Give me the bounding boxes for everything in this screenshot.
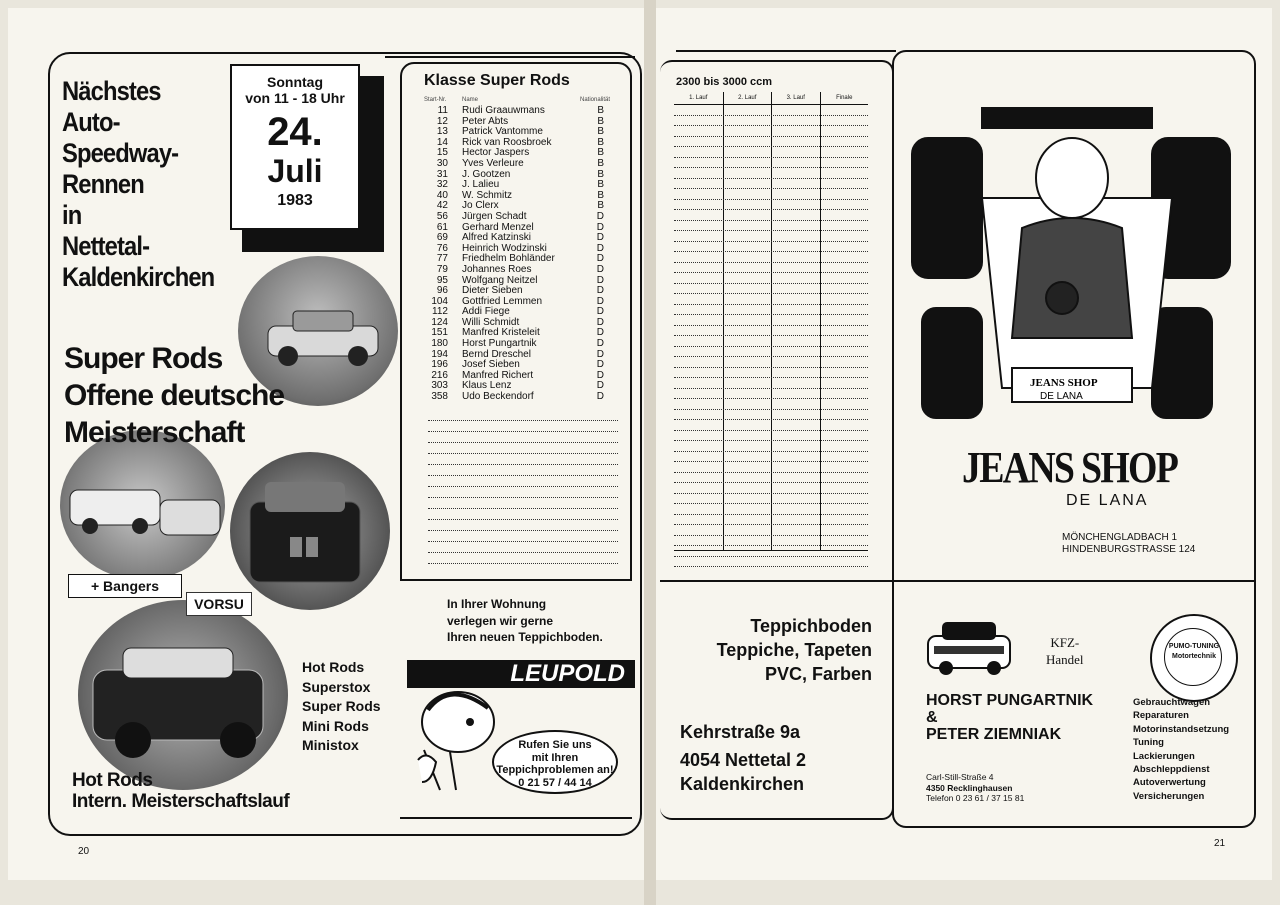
roster-driver-name: Klaus Lenz (462, 380, 512, 392)
roster-start-number: 96 (436, 285, 448, 297)
roster-driver-name: Peter Abts (462, 115, 509, 127)
roster-start-number: 69 (436, 232, 448, 244)
roster-driver-name: Jo Clerx (462, 200, 499, 212)
results-row (674, 294, 868, 305)
kfz-names (926, 692, 1093, 743)
date-day: 24. (267, 110, 323, 154)
results-row (674, 452, 868, 463)
bangers-label: + Bangers (68, 574, 182, 598)
roster-start-number: 104 (431, 295, 448, 307)
roster-driver-name: Udo Beckendorf (462, 391, 534, 403)
roster-nationality: B (597, 115, 604, 127)
results-row (674, 557, 868, 568)
roster-driver-name: Friedhelm Bohländer (462, 253, 555, 265)
roster-row (418, 106, 618, 117)
bottom-title-line: Hot Rods (72, 770, 153, 791)
roster-driver-name: Wolfgang Neitzel (462, 274, 538, 286)
service-item: Autoverwertung (1133, 777, 1206, 789)
race-photo-3 (230, 452, 390, 610)
results-row (674, 242, 868, 253)
roster-driver-name: Rick van Roosbroek (462, 136, 552, 148)
results-row (674, 494, 868, 505)
roster-start-number: 13 (436, 126, 448, 138)
results-row (674, 368, 868, 379)
roster-start-number: 32 (436, 179, 448, 191)
roster-nationality: B (597, 168, 604, 180)
results-row (674, 105, 868, 116)
leupold-text-line: Ihren neuen Teppichboden. (447, 630, 603, 644)
leupold-text-line: In Ihrer Wohnung (447, 597, 547, 611)
carpet-street: Kehrstraße 9a (680, 722, 801, 742)
roster-driver-name: J. Gootzen (462, 168, 511, 180)
service-item: Motorinstandsetzung (1133, 723, 1230, 735)
date-box (230, 64, 360, 230)
results-row (674, 378, 868, 389)
right-divider (892, 580, 1254, 582)
results-rows (674, 105, 868, 567)
results-row (674, 525, 868, 536)
blank-entry-line (428, 553, 618, 564)
headline-line: Kaldenkirchen (62, 262, 215, 292)
results-row (674, 221, 868, 232)
results-row (674, 210, 868, 221)
roster-row (418, 191, 618, 202)
headline-line: Auto- (62, 107, 120, 137)
roster-nationality: D (596, 380, 604, 392)
roster-start-number: 216 (431, 369, 448, 381)
roster-nationality: D (596, 348, 604, 360)
roster-nationality: D (596, 338, 604, 350)
roster-driver-name: Yves Verleure (462, 157, 524, 169)
kfz-amp: & (926, 709, 938, 726)
roster-start-number: 79 (436, 263, 448, 275)
roster-driver-name: Alfred Katzinski (462, 232, 531, 244)
carpet-ad-lines (680, 614, 872, 686)
results-row (674, 126, 868, 137)
roster-row (418, 265, 618, 276)
class-item: Mini Rods (302, 717, 369, 734)
roster-nationality: D (596, 242, 604, 254)
race-photo-4 (78, 600, 288, 790)
roster-start-number: 14 (436, 136, 448, 148)
roster-nationality: D (596, 232, 604, 244)
roster-driver-name: Bernd Dreschel (462, 348, 531, 360)
headline-line: Speedway- (62, 138, 179, 168)
super-rods-line: Super Rods (64, 342, 223, 375)
page-number-left: 20 (78, 846, 90, 857)
results-row (674, 147, 868, 158)
roster-row (418, 159, 618, 170)
blank-entry-line (428, 476, 618, 487)
jeans-shop-brand: JEANS SHOP (962, 443, 1178, 492)
results-row (674, 116, 868, 127)
roster-driver-name: Jürgen Schadt (462, 210, 527, 222)
bottom-rule (400, 817, 632, 819)
kfz-car-icon (924, 614, 1014, 676)
blank-entry-line (428, 520, 618, 531)
roster-blank-lines (428, 410, 618, 564)
results-row (674, 200, 868, 211)
results-row (674, 315, 868, 326)
blank-entry-line (428, 498, 618, 509)
carpet-city: 4054 Nettetal 2 (680, 750, 807, 770)
roster-nationality: B (597, 147, 604, 159)
blank-entry-line (428, 454, 618, 465)
roster-start-number: 180 (431, 338, 448, 350)
results-title: 2300 bis 3000 ccm (676, 76, 773, 88)
roster-row (418, 170, 618, 181)
page-gutter (644, 0, 656, 905)
service-item: Tuning (1133, 737, 1164, 749)
kfz-handel (1046, 634, 1084, 668)
roster-nationality: B (597, 136, 604, 148)
results-row (674, 158, 868, 169)
results-row (674, 389, 868, 400)
roster-title: Klasse Super Rods (424, 72, 570, 89)
results-column-header: Finale (821, 92, 869, 105)
right-top-rule (676, 50, 896, 52)
roster-driver-name: Dieter Sieben (462, 285, 523, 297)
roster-start-number: 151 (431, 327, 448, 339)
kfz-line: Handel (1046, 652, 1084, 667)
blank-entry-line (428, 421, 618, 432)
jeans-address-line: MÖNCHENGLADBACH 1 (1062, 532, 1178, 543)
results-row (674, 336, 868, 347)
date-year: 1983 (277, 192, 313, 209)
results-row (674, 441, 868, 452)
bubble-line: Teppichproblemen an! (496, 764, 614, 776)
results-row (674, 273, 868, 284)
roster-start-number: 40 (436, 189, 448, 201)
results-row (674, 473, 868, 484)
leupold-brand: LEUPOLD (510, 660, 625, 687)
roster-start-number: 196 (431, 359, 448, 371)
service-item: Lackierungen (1133, 750, 1195, 762)
roster-nationality: D (596, 210, 604, 222)
roster-row (418, 180, 618, 191)
jeans-shop-address (1062, 532, 1195, 556)
roster-driver-name: J. Lalieu (462, 179, 500, 191)
roster-driver-name: Johannes Roes (462, 263, 532, 275)
roster-nationality: D (596, 285, 604, 297)
seal-text: PUMO-TUNING Motortechnik (1168, 643, 1220, 660)
results-row (674, 536, 868, 547)
results-row (674, 483, 868, 494)
results-row (674, 462, 868, 473)
bubble-line: mit Ihren (531, 751, 579, 764)
service-item: Gebrauchtwagen (1133, 697, 1211, 708)
results-row (674, 515, 868, 526)
headline-line: Nächstes (62, 76, 161, 106)
roster-start-number: 12 (436, 115, 448, 127)
roster-driver-name: Horst Pungartnik (462, 338, 537, 350)
kfz-name: HORST PUNGARTNIK (926, 692, 1094, 709)
roster-row (418, 371, 618, 382)
roster-nationality: D (596, 306, 604, 318)
roster-driver-name: Manfred Richert (462, 369, 534, 381)
results-row (674, 546, 868, 557)
bubble-line: Rufen Sie uns (518, 739, 592, 751)
super-rods-title (64, 340, 404, 451)
roster-nationality: D (596, 253, 604, 265)
results-row (674, 179, 868, 190)
roster-driver-name: Patrick Vantomme (462, 126, 543, 138)
kfz-address-line: Carl-Still-Straße 4 (926, 772, 994, 782)
roster-driver-name: Josef Sieben (462, 359, 520, 371)
leupold-text (447, 596, 603, 646)
kfz-address-line: 4350 Recklinghausen (926, 782, 1013, 793)
roster-start-number: 30 (436, 157, 448, 169)
roster-nationality: D (596, 263, 604, 275)
date-month: Juli (267, 153, 323, 189)
carpet-district: Kaldenkirchen (680, 774, 805, 794)
headline (62, 76, 247, 293)
results-table (674, 92, 868, 551)
roster-start-number: 194 (431, 348, 448, 360)
vorsicht-sign: VORSU (186, 592, 252, 616)
class-item: Superstox (302, 678, 371, 695)
results-row (674, 420, 868, 431)
roster-start-number: 303 (431, 380, 448, 392)
blank-entry-line (428, 465, 618, 476)
results-column-header: 1. Lauf (674, 92, 723, 105)
roster-driver-name: Heinrich Wodzinski (462, 242, 547, 254)
roster-nationality: D (596, 221, 604, 233)
super-rods-line: Meisterschaft (64, 416, 245, 449)
results-row (674, 357, 868, 368)
roster-row (418, 212, 618, 223)
class-item: Hot Rods (302, 659, 365, 675)
roster-nationality: B (597, 179, 604, 191)
roster-nationality: B (597, 200, 604, 212)
roster-driver-name: Hector Jaspers (462, 147, 530, 159)
jeans-shop-sub: DE LANA (1066, 492, 1149, 509)
roster-nationality: D (596, 327, 604, 339)
roster-driver-name: Addi Fiege (462, 306, 510, 318)
roster-nationality: B (597, 105, 604, 116)
roster-header-nat: Nationalität (580, 97, 611, 103)
roster-nationality: D (596, 369, 604, 381)
speech-bubble (492, 730, 618, 794)
results-row (674, 137, 868, 148)
jeans-shop-racecar-illustration (902, 68, 1246, 428)
results-row (674, 189, 868, 200)
roster-nationality: B (597, 189, 604, 201)
roster-row (418, 392, 618, 403)
blank-entry-line (428, 410, 618, 421)
roster-start-number: 15 (436, 147, 448, 159)
carpet-line: Teppiche, Tapeten (716, 640, 872, 660)
super-rods-line: Offene deutsche (64, 379, 285, 412)
roster-list (418, 106, 618, 403)
bubble-phone: 0 21 57 / 44 14 (518, 776, 592, 789)
roster-nationality: D (596, 316, 604, 328)
leupold-text-line: verlegen wir gerne (447, 613, 554, 628)
roster-nationality: B (597, 126, 604, 138)
roster-start-number: 42 (436, 200, 448, 212)
blank-entry-line (428, 443, 618, 454)
date-day-of-week: Sonntag (267, 74, 323, 90)
pumo-tuning-seal (1150, 614, 1238, 702)
top-rule (385, 56, 635, 58)
roster-nationality: D (596, 295, 604, 307)
roster-driver-name: Willi Schmidt (462, 316, 520, 328)
roster-start-number: 77 (436, 253, 448, 265)
roster-nationality: D (596, 274, 604, 286)
class-item: Ministox (302, 737, 359, 753)
headline-line: in (62, 200, 82, 230)
kfz-line: KFZ- (1050, 635, 1080, 650)
roster-nationality: D (596, 359, 604, 371)
roster-start-number: 112 (432, 306, 448, 318)
carpet-line: PVC, Farben (764, 664, 872, 684)
roster-row (418, 297, 618, 308)
bmw-car-icon (230, 452, 390, 610)
roster-header-name: Name (462, 97, 479, 103)
roster-header-start: Start-Nr. (424, 97, 447, 103)
results-row (674, 504, 868, 515)
service-item: Abschleppdienst (1133, 764, 1210, 776)
kfz-services (1133, 696, 1229, 803)
blank-entry-line (428, 432, 618, 443)
roster-driver-name: Gottfried Lemmen (462, 295, 543, 307)
car-sign-text: JEANS SHOP (1030, 377, 1098, 389)
roster-start-number: 76 (436, 242, 448, 254)
roster-driver-name: Gerhard Menzel (462, 221, 534, 233)
service-item: Versicherungen (1133, 790, 1205, 802)
bottom-title-line: Intern. Meisterschaftslauf (72, 791, 290, 812)
roster-start-number: 61 (436, 221, 448, 233)
results-row (674, 263, 868, 274)
blank-entry-line (428, 542, 618, 553)
jeans-address-line: HINDENBURGSTRASSE 124 (1062, 544, 1196, 555)
results-row (674, 231, 868, 242)
results-row (674, 399, 868, 410)
roster-driver-name: W. Schmitz (462, 189, 513, 201)
bottom-title (72, 770, 289, 812)
carpet-line: Teppichboden (750, 616, 872, 636)
results-row (674, 252, 868, 263)
race-cars-icon (60, 430, 225, 580)
roster-start-number: 95 (436, 274, 448, 286)
blank-entry-line (428, 487, 618, 498)
cartoon-man-icon (410, 680, 500, 800)
roster-nationality: D (596, 391, 604, 403)
results-row (674, 284, 868, 295)
results-row (674, 431, 868, 442)
results-column-header: 2. Lauf (724, 92, 772, 105)
roster-start-number: 31 (436, 168, 448, 180)
results-divider (660, 580, 892, 582)
blank-entry-line (428, 509, 618, 520)
hot-rod-icon (78, 600, 288, 790)
roster-start-number: 11 (437, 105, 448, 116)
kfz-address (926, 772, 1024, 804)
date-hours: von 11 - 18 Uhr (245, 90, 345, 106)
blank-entry-line (428, 531, 618, 542)
class-item: Super Rods (302, 698, 381, 714)
roster-driver-name: Rudi Graauwmans (462, 105, 545, 116)
service-item: Reparaturen (1133, 710, 1189, 722)
kfz-name: PETER ZIEMNIAK (926, 726, 1062, 743)
roster-start-number: 358 (431, 391, 448, 403)
results-row (674, 410, 868, 421)
race-photo-2 (60, 430, 225, 580)
headline-line: Nettetal- (62, 231, 150, 261)
results-row (674, 347, 868, 358)
carpet-ad-address (680, 720, 806, 796)
roster-nationality: B (597, 157, 604, 169)
car-sign-sub: DE LANA (1040, 391, 1083, 402)
results-row (674, 168, 868, 179)
results-column-header: 3. Lauf (772, 92, 820, 105)
results-row (674, 305, 868, 316)
roster-start-number: 124 (431, 316, 448, 328)
roster-driver-name: Manfred Kristeleit (462, 327, 540, 339)
roster-start-number: 56 (436, 210, 448, 222)
kfz-address-line: Telefon 0 23 61 / 37 15 81 (926, 793, 1025, 803)
page-number-right: 21 (1214, 838, 1226, 849)
headline-line: Rennen (62, 169, 144, 199)
class-list (302, 658, 381, 756)
results-row (674, 326, 868, 337)
